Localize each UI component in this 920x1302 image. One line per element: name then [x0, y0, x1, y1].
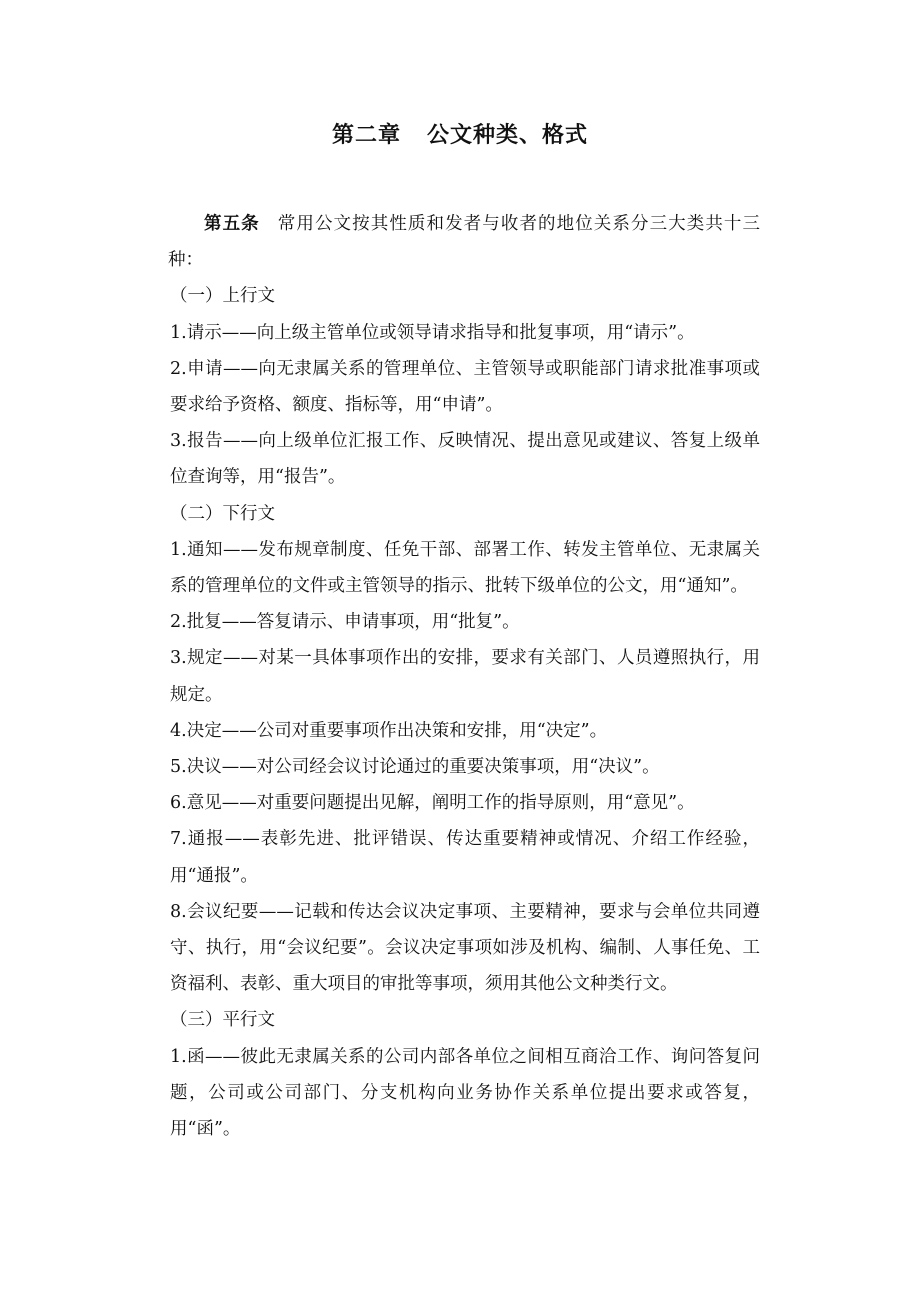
list-item: 3.规定——对某一具体事项作出的安排，要求有关部门、人员遵照执行，用规定。 [170, 648, 760, 705]
article-number: 第五条 [204, 214, 260, 234]
article-paragraph [168, 206, 760, 278]
list-item: 1.请示——向上级主管单位或领导请求指导和批复事项，用“请示”。 [170, 322, 695, 343]
document-body [168, 206, 760, 1147]
list-item: 3.报告——向上级单位汇报工作、反映情况、提出意见或建议、答复上级单位查询等，用“报告”。 [170, 431, 760, 488]
list-item: 2.批复——答复请示、申请事项，用“批复”。 [170, 612, 520, 633]
article-text: 常用公文按其性质和发者与收者的地位关系分三大类共十三种： [168, 214, 761, 271]
list-item: 1.通知——发布规章制度、任免干部、部署工作、转发主管单位、无隶属关系的管理单位的文件或主管领导的指示、批转下级单位的公文，用“通知”。 [170, 539, 760, 597]
list-item: 5.决议——对公司经会议讨论通过的重要决策事项，用“决议”。 [170, 757, 660, 778]
section-heading-parallel: （三）平行文 [170, 1010, 275, 1031]
list-item: 6.意见——对重要问题提出见解，阐明工作的指导原则，用“意见”。 [170, 793, 695, 814]
list-item: 2.申请——向无隶属关系的管理单位、主管领导或职能部门请求批准事项或要求给予资格、额度、指标等，用“申请”。 [170, 358, 760, 416]
list-item: 4.决定——公司对重要事项作出决策和安排，用“决定”。 [170, 720, 608, 741]
section-heading-downward: （二）下行文 [170, 503, 275, 524]
chapter-number: 第二章 [331, 123, 401, 148]
chapter-name: 公文种类、格式 [427, 123, 589, 148]
list-item: 8.会议纪要——记载和传达会议决定事项、主要精神，要求与会单位共同遵守、执行，用“会议纪要”。会议决定事项如涉及机构、编制、人事任免、工资福利、表彰、重大项目的审批等事项，须用其他公文种类行文。 [170, 901, 760, 995]
section-heading-upward: （一）上行文 [170, 286, 275, 307]
chapter-title [0, 118, 920, 149]
list-item: 7.通报——表彰先进、批评错误、传达重要精神或情况、介绍工作经验，用“通报”。 [170, 829, 760, 886]
list-item: 1.函——彼此无隶属关系的公司内部各单位之间相互商洽工作、询问答复问题，公司或公司部门、分支机构向业务协作关系单位提出要求或答复，用“函”。 [170, 1046, 760, 1140]
